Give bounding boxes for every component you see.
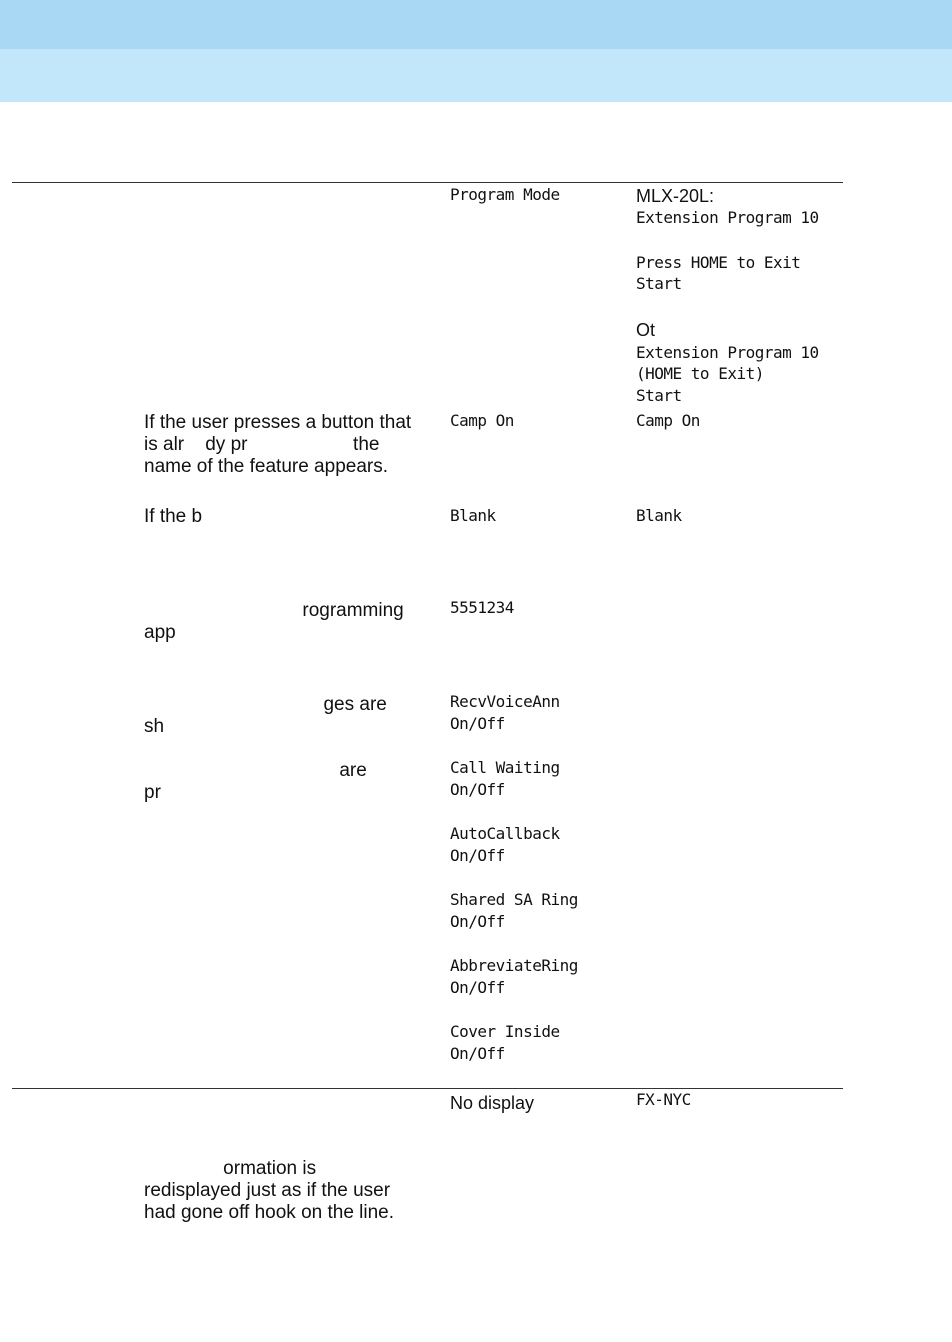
description-5-line-1: are: [144, 760, 367, 781]
header-band-top: [0, 0, 952, 49]
or-line-2: (HOME to Exit): [636, 364, 764, 383]
or-line-1: Extension Program 10: [636, 343, 819, 362]
description-2-line-1: If the b: [144, 506, 203, 527]
mlx-label: MLX-20L:: [636, 186, 715, 206]
description-3-line-2: app: [144, 622, 176, 643]
feature-name-cover-inside: Cover Inside: [450, 1022, 560, 1041]
description-4-line-1: ges are: [144, 694, 387, 715]
feature-state-recv-voice-ann: On/Off: [450, 714, 505, 733]
display-number: 5551234: [450, 598, 514, 617]
display2-blank: Blank: [636, 506, 682, 525]
description-3-line-1: rogramming: [144, 600, 404, 621]
description-1-line-2: is alr dy pr the: [144, 434, 380, 455]
mlx-line-3: Press HOME to Exit: [636, 253, 801, 272]
description-6-line-1: ormation is: [144, 1158, 317, 1179]
or-label: Ot: [636, 320, 656, 340]
display-no-display: No display: [450, 1093, 535, 1113]
display2-fx-nyc: FX-NYC: [636, 1090, 691, 1109]
description-6-line-3: had gone off hook on the line.: [144, 1202, 395, 1223]
description-6-line-2: redisplayed just as if the user: [144, 1180, 391, 1201]
header-band-bottom: [0, 49, 952, 102]
description-4-line-2: sh: [144, 716, 165, 737]
feature-state-auto-callback: On/Off: [450, 846, 505, 865]
description-1-line-1: If the user presses a button that: [144, 412, 412, 433]
feature-name-recv-voice-ann: RecvVoiceAnn: [450, 692, 560, 711]
feature-state-shared-sa-ring: On/Off: [450, 912, 505, 931]
feature-state-abbreviate-ring: On/Off: [450, 978, 505, 997]
description-5-line-2: pr: [144, 782, 161, 803]
feature-state-call-waiting: On/Off: [450, 780, 505, 799]
feature-state-cover-inside: On/Off: [450, 1044, 505, 1063]
description-1-line-3: name of the feature appears.: [144, 456, 388, 477]
feature-name-auto-callback: AutoCallback: [450, 824, 560, 843]
feature-name-call-waiting: Call Waiting: [450, 758, 560, 777]
feature-name-shared-sa-ring: Shared SA Ring: [450, 890, 578, 909]
table-rule-middle: [12, 1088, 843, 1089]
feature-name-abbreviate-ring: AbbreviateRing: [450, 956, 578, 975]
table-rule-top: [12, 182, 843, 183]
display-blank: Blank: [450, 506, 496, 525]
display-camp-on: Camp On: [450, 411, 514, 430]
or-line-3: Start: [636, 386, 682, 405]
mlx-line-4: Start: [636, 274, 682, 293]
display-program-mode: Program Mode: [450, 185, 560, 204]
mlx-line-1: Extension Program 10: [636, 208, 819, 227]
display2-camp-on: Camp On: [636, 411, 700, 430]
